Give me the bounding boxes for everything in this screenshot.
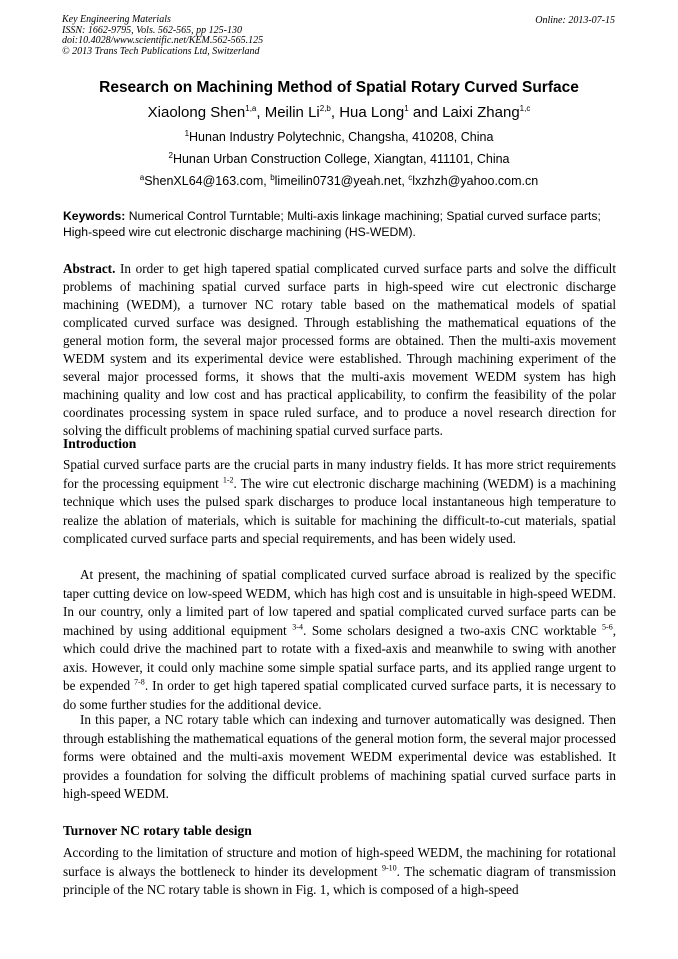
author-sup: 2,b [319, 104, 331, 113]
doi-line: doi:10.4028/www.scientific.net/KEM.562-565.125 [62, 35, 264, 46]
email-sup: b [270, 172, 275, 182]
turnover-heading: Turnover NC rotary table design [63, 823, 252, 838]
journal-meta [62, 15, 263, 57]
copyright-line: © 2013 Trans Tech Publications Ltd, Switzerland [62, 45, 260, 57]
issn-line: ISSN: 1662-9795, Vols. 562-565, pp 125-130 [62, 24, 242, 36]
turnover-paragraph-1 [63, 844, 616, 900]
author-name: Xiaolong Shen [147, 104, 246, 121]
paragraph-text: , which could drive the machined part to rotate with a fixed-axis and meanwhile to swing with another axis. However, it could only machine some simple spatial surface parts, and its applied range urgent to be expended [63, 622, 617, 693]
paragraph-text: . In order to get high tapered spatial complicated curved surface parts, it is necessary to do some further studies for the additional device. [63, 678, 617, 712]
author-separator: , [256, 104, 265, 121]
email-sup: a [139, 172, 145, 182]
introduction-paragraph-1 [63, 456, 616, 549]
affiliation-1 [0, 130, 678, 144]
paragraph-text: According to the limitation of structure and motion of high-speed WEDM, the machining for rotational surface is always the bottleneck to hinder its development [63, 845, 616, 879]
author-sup: 1 [404, 104, 409, 113]
journal-name: Key Engineering Materials [62, 14, 171, 25]
citation: 3-4 [292, 622, 303, 632]
affiliation-sup: 2 [168, 150, 173, 160]
email-line: $^a$ShenXL64@163.com, $^b$limeilin0731@yeah.net, $^c$lxzhzh@yahoo.com.cn [139, 172, 539, 188]
author-list [0, 104, 678, 121]
email-address: limeilin0731@yeah.net [274, 174, 402, 188]
citation: 7-8 [134, 677, 145, 687]
affiliation-text: Hunan Industry Polytechnic, Changsha, 410208, China [189, 130, 494, 144]
abstract-block [63, 260, 616, 440]
author-separator: and [408, 104, 443, 121]
citation: 5-6 [602, 622, 613, 632]
introduction-heading: Introduction [63, 436, 137, 451]
affiliation-sup: 1 [184, 128, 190, 138]
citation: 9-10 [381, 863, 397, 873]
keywords-block [63, 208, 616, 240]
paragraph-text: . The wire cut electronic discharge machining (WEDM) is a machining technique which uses the pulsed spark discharges to produce local instantaneous high temperature to realize the ablation of materials, which is suitable for machining the difficult-to-cut materials, spatial complicated curved surface parts and special requirements, and has been widely used. [63, 475, 616, 546]
author-name: Hua Long [339, 104, 405, 121]
author-separator: , [330, 104, 340, 121]
abstract-text: In order to get high tapered spatial complicated curved surface parts and solve the difficult problems of machining spatial curved surface parts in high-speed wire cut electronic discharge machining (WEDM), a turnover NC rotary table based on the mathematical models of spatial complicated curved surface was designed. Through establishing the mathematical equations of the general motion form, the several major processed forms are obtained. Then the multi-axis movement WEDM system and its experimental device were established. Through machining experiment of the several major processed forms, it shows that the multi-axis movement WEDM system has high machining quality and low cost and has practical applicability, to confirm the feasibility of the polar coordinates processing system in space ruled surface, and to produce a novel research direction for solving the difficult problems of machining spatial curved surface parts. [63, 261, 617, 438]
citation: 1-2 [222, 475, 234, 485]
paragraph-text: At present, the machining of spatial complicated curved surface abroad is realized by the specific taper cutting device on low-speed WEDM, which has high cost and is unsuitable in high-speed WEDM. In our country, only a limited part of low tapered and spatial complicated curved surface parts can be machined by using additional equipment [63, 567, 616, 638]
email-sup: c [408, 172, 413, 182]
online-date: Online: 2013-07-15 [535, 15, 615, 26]
paragraph-text: . Some scholars designed a two-axis CNC worktable [302, 622, 597, 638]
author-sup: 1,c [519, 104, 531, 113]
abstract-label: Abstract. [63, 261, 116, 276]
introduction-paragraph-3 [63, 711, 616, 804]
keywords-label: Keywords: [63, 209, 126, 223]
email-address: ShenXL64@163.com [144, 174, 264, 188]
paragraph-text: . The schematic diagram of transmission principle of the NC rotary table is shown in Fig. 1, which is composed of a high-speed [63, 863, 616, 897]
introduction-paragraph-2 [63, 566, 616, 714]
affiliation-text: Hunan Urban Construction College, Xiangtan, 411101, China [172, 152, 510, 166]
email-address: lxzhzh@yahoo.com.cn [412, 174, 539, 188]
author-sup: 1,a [245, 104, 257, 113]
author-name: Laixi Zhang [442, 104, 520, 121]
keywords-text: Numerical Control Turntable; Multi-axis linkage machining; Spatial curved surface parts; High-speed wire cut electronic discharge machining (HS-WEDM). [63, 209, 601, 239]
affiliation-2 [0, 152, 678, 166]
paragraph-text: Spatial curved surface parts are the crucial parts in many industry fields. It has more strict requirements for the processing equipment [63, 457, 616, 491]
paper-title: Research on Machining Method of Spatial Rotary Curved Surface [99, 79, 579, 96]
paragraph-text: In this paper, a NC rotary table which can indexing and turnover automatically was designed. Then through establishing the mathematical equations of the general motion form, the several major processed forms were obtained and the multi-axis movement WEDM experimental device was established. It provides a foundation for solving the difficult problems of machining spatial curved surface parts in high-speed WEDM. [63, 712, 616, 801]
author-name: Meilin Li [264, 104, 320, 121]
